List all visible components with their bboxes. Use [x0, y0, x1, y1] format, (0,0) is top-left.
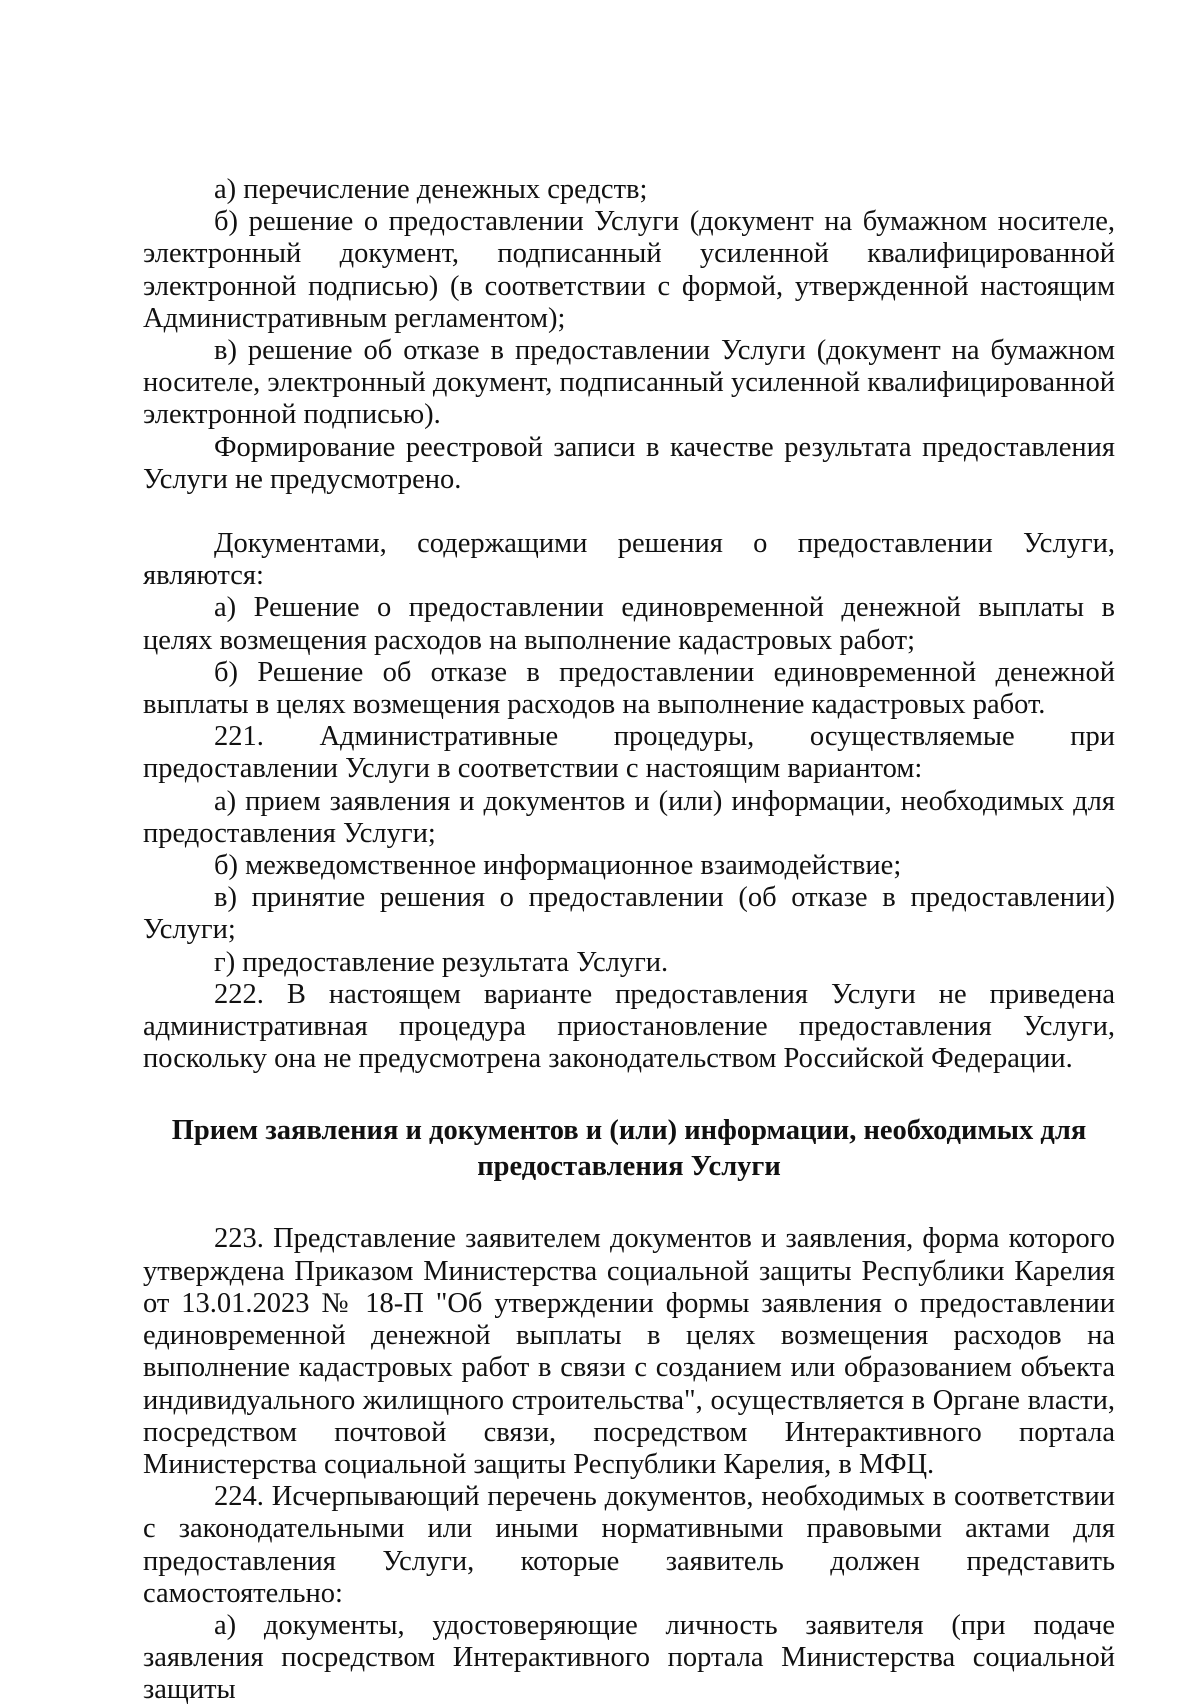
paragraph-222: 222. В настоящем варианте предоставления Услуги не приведена административная процедура приостановление предоставления Услуги, поскольку она не предусмотрена законодательством Российской Федерации.: [143, 978, 1115, 1075]
decision-document-grant: а) Решение о предоставлении единовременной денежной выплаты в целях возмещения расходов на выполнение кадастровых работ;: [143, 592, 1115, 656]
list-item-decision-grant: б) решение о предоставлении Услуги (документ на бумажном носителе, электронный документ, подписанный усиленной квалифицированной электронной подписью) (в соответствии с формой, утвержденной настоящим Административным регламентом);: [143, 206, 1115, 334]
paragraph-223: 223. Представление заявителем документов и заявления, форма которого утверждена Приказом Министерства социальной защиты Республики Карелия от 13.01.2023 № 18-П "Об утверждении формы заявления о предоставлении единовременной денежной выплаты в целях возмещения расходов на выполнение кадастровых работ в связи с созданием или образованием объекта индивидуального жилищного строительства", осуществляется в Органе власти, посредством почтовой связи, посредством Интерактивного портала Министерства социальной защиты Республики Карелия, в МФЦ.: [143, 1223, 1115, 1480]
decision-documents-intro: Документами, содержащими решения о предоставлении Услуги, являются:: [143, 528, 1115, 592]
list-item-transfer: а) перечисление денежных средств;: [214, 174, 648, 205]
procedure-item-a: а) прием заявления и документов и (или) информации, необходимых для предоставления Услуги;: [143, 785, 1115, 849]
procedure-item-c: в) принятие решения о предоставлении (об отказе в предоставлении) Услуги;: [143, 882, 1115, 946]
decision-document-refusal: б) Решение об отказе в предоставлении единовременной денежной выплаты в целях возмещения расходов на выполнение кадастровых работ.: [143, 656, 1115, 721]
paragraph-221: 221. Административные процедуры, осуществляемые при предоставлении Услуги в соответствии с настоящим вариантом:: [143, 721, 1115, 785]
procedure-item-d: г) предоставление результата Услуги.: [214, 946, 669, 978]
list-item-decision-refusal: в) решение об отказе в предоставлении Услуги (документ на бумажном носителе, электронный документ, подписанный усиленной квалифицированной электронной подписью).: [143, 335, 1115, 431]
required-document-item-a: а) документы, удостоверяющие личность заявителя (при подаче заявления посредством Интерактивного портала Министерства социальной защиты: [143, 1609, 1115, 1706]
registry-record-note: Формирование реестровой записи в качестве результата предоставления Услуги не предусмотрено.: [143, 431, 1115, 495]
section-heading: Прием заявления и документов и (или) информации, необходимых для предоставления Услуги: [171, 1115, 1087, 1183]
procedure-item-b: б) межведомственное информационное взаимодействие;: [214, 850, 902, 882]
document-page: [143, 174, 1115, 1707]
paragraph-224: 224. Исчерпывающий перечень документов, необходимых в соответствии с законодательными или иными нормативными правовыми актами для предоставления Услуги, которые заявитель должен представить самостоятельно:: [143, 1481, 1115, 1609]
